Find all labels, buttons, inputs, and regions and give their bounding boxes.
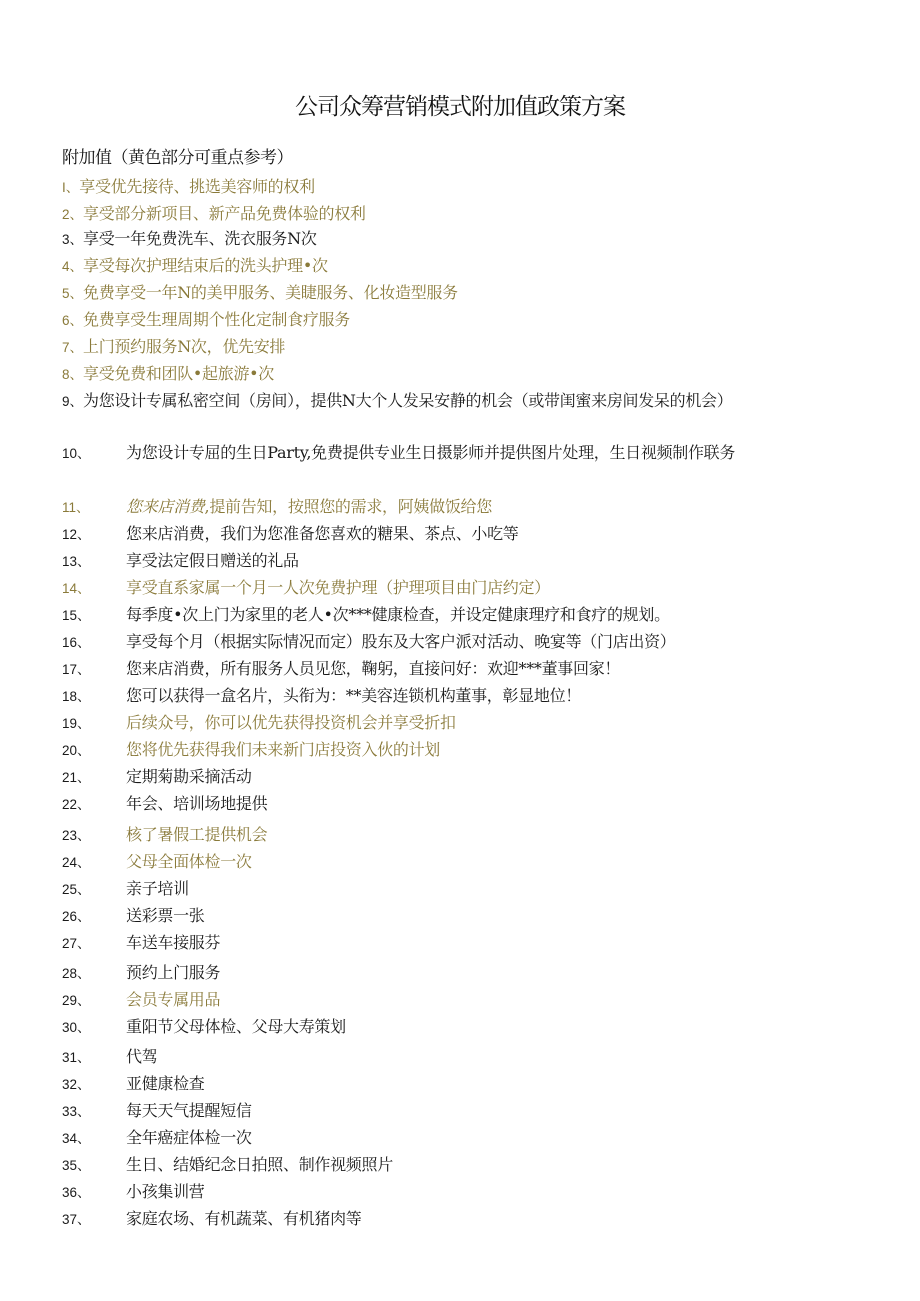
item-text: 核了暑假工提供机会 xyxy=(126,825,268,844)
item-number: 6、 xyxy=(62,313,84,328)
item-number: 26、 xyxy=(62,909,91,924)
list-item xyxy=(62,361,842,388)
item-number: 25、 xyxy=(62,882,91,897)
list-item xyxy=(62,1014,842,1041)
list-item xyxy=(62,1071,842,1098)
list-item xyxy=(62,683,842,710)
item-text: 家庭农场、有机蔬菜、有机猪肉等 xyxy=(126,1209,362,1228)
item-number: 31、 xyxy=(62,1050,91,1065)
list-item xyxy=(62,710,842,737)
list-item xyxy=(62,876,842,903)
page-title: 公司众筹营销模式附加值政策方案 xyxy=(295,94,625,120)
list-item xyxy=(62,822,842,849)
item-text: 亲子培训 xyxy=(126,879,189,898)
list-item xyxy=(62,521,842,548)
item-text: 上门预约服务N次，优先安排 xyxy=(83,337,286,356)
item-number: 2、 xyxy=(62,207,84,222)
item-text: 您来店消费，我们为您准备您喜欢的糖果、茶点、小吃等 xyxy=(126,524,519,543)
list-item xyxy=(62,791,842,818)
item-text: 年会、培训场地提供 xyxy=(126,794,268,813)
list-item xyxy=(62,602,842,629)
list-item xyxy=(62,1206,842,1233)
item-number: 13、 xyxy=(62,554,91,569)
item-number: 7、 xyxy=(62,340,84,355)
item-number: 8、 xyxy=(62,367,84,382)
item-number: 3、 xyxy=(62,232,84,247)
item-text: 为您设计专屈的生日Party,免费提供专业生日摄影师并提供图片处理，生日视频制作联务 xyxy=(126,443,736,462)
item-number: 36、 xyxy=(62,1185,91,1200)
item-text: 车送车接服芬 xyxy=(126,933,221,952)
item-number: 37、 xyxy=(62,1212,91,1227)
item-text: 后续众号，你可以优先获得投资机会并享受折扣 xyxy=(126,713,456,732)
list-item xyxy=(62,388,832,415)
item-number: 18、 xyxy=(62,689,91,704)
list-item xyxy=(62,494,842,521)
item-text: 每季度•次上门为家里的老人•次***健康检查，并设定健康理疗和食疗的规划。 xyxy=(126,605,670,624)
item-text: 每天天气提醒短信 xyxy=(126,1101,252,1120)
list-item xyxy=(62,930,842,957)
item-number: 15、 xyxy=(62,608,91,623)
item-number: 22、 xyxy=(62,797,91,812)
list-item xyxy=(62,253,842,280)
item-text: 享受法定假日赠送的礼品 xyxy=(126,551,299,570)
item-number: 14、 xyxy=(62,581,91,596)
item-text: 会员专属用品 xyxy=(126,990,221,1009)
item-number: 30、 xyxy=(62,1020,91,1035)
item-number: 11、 xyxy=(62,500,90,515)
item-text: 送彩票一张 xyxy=(126,906,205,925)
item-text: 小孩集训营 xyxy=(126,1182,205,1201)
item-number: 5、 xyxy=(62,286,84,301)
item-text: 为您设计专属私密空间（房间），提供N大个人发呆安静的机会（或带闺蜜来房间发呆的机会） xyxy=(83,391,733,410)
item-number: 19、 xyxy=(62,716,91,731)
item-text: 您来店消费，所有服务人员见您，鞠躬，直接问好：欢迎***董事回家！ xyxy=(126,659,621,678)
item-number: 17、 xyxy=(62,662,91,677)
item-text-separator: , xyxy=(204,497,210,516)
item-number: 9、 xyxy=(62,394,84,409)
item-number: 29、 xyxy=(62,993,91,1008)
list-item xyxy=(62,226,842,253)
item-number: 4、 xyxy=(62,259,84,274)
item-text: 定期菊勘采摘活动 xyxy=(126,767,252,786)
item-number: 23、 xyxy=(62,828,91,843)
item-text: 享受直系家属一个月一人次免费护理（护理项目由门店约定） xyxy=(126,578,550,597)
item-number: 12、 xyxy=(62,527,91,542)
item-number: 20、 xyxy=(62,743,91,758)
item-number: 33、 xyxy=(62,1104,91,1119)
item-text: 提前告知，按照您的需求，阿姨做饭给您 xyxy=(209,497,492,516)
item-text: 享受优先接待、挑选美容师的权利 xyxy=(79,177,315,196)
item-text: 代驾 xyxy=(126,1047,158,1066)
item-number: 32、 xyxy=(62,1077,91,1092)
item-text: 享受一年免费洗车、洗衣服务N次 xyxy=(83,229,317,248)
item-text: 亚健康检查 xyxy=(126,1074,205,1093)
item-text: 父母全面体检一次 xyxy=(126,852,252,871)
item-number: I、 xyxy=(62,180,80,195)
list-item xyxy=(62,1179,842,1206)
list-item xyxy=(62,575,842,602)
item-number: 34、 xyxy=(62,1131,91,1146)
item-text: 重阳节父母体检、父母大寿策划 xyxy=(126,1017,346,1036)
item-number: 10、 xyxy=(62,446,91,461)
list-item xyxy=(62,334,842,361)
list-item xyxy=(62,656,842,683)
list-item xyxy=(62,903,842,930)
item-text-italic: 您来店消费 xyxy=(126,497,205,516)
list-item xyxy=(62,548,842,575)
list-item xyxy=(62,1125,842,1152)
list-item xyxy=(62,737,842,764)
item-text: 享受部分新项目、新产品免费体验的权利 xyxy=(83,204,366,223)
list-item xyxy=(62,1044,842,1071)
list-item xyxy=(62,201,842,228)
item-text: 享受免费和团队•起旅游•次 xyxy=(83,364,274,383)
item-number: 35、 xyxy=(62,1158,91,1173)
list-item xyxy=(62,174,842,201)
item-text: 免费享受一年N的美甲服务、美睫服务、化妆造型服务 xyxy=(83,283,458,302)
item-text: 您将优先获得我们未来新门店投资入伙的计划 xyxy=(126,740,441,759)
list-item xyxy=(62,629,842,656)
section-heading: 附加值（黄色部分可重点参考） xyxy=(62,148,293,168)
item-number: 21、 xyxy=(62,770,91,785)
item-text: 生日、结婚纪念日拍照、制作视频照片 xyxy=(126,1155,393,1174)
item-text: 免费享受生理周期个性化定制食疗服务 xyxy=(83,310,350,329)
item-text: 预约上门服务 xyxy=(126,963,221,982)
item-number: 16、 xyxy=(62,635,91,650)
list-item xyxy=(62,280,842,307)
list-item xyxy=(62,307,842,334)
list-item xyxy=(62,960,842,987)
list-item xyxy=(62,987,842,1014)
item-text: 享受每个月（根据实际情况而定）股东及大客户派对活动、晚宴等（门店出资） xyxy=(126,632,676,651)
list-item xyxy=(62,1098,842,1125)
list-item xyxy=(62,764,842,791)
item-text: 您可以获得一盒名片，头衔为：**美容连锁机构董事，彰显地位！ xyxy=(126,686,582,705)
list-item xyxy=(62,439,822,467)
list-item xyxy=(62,1152,842,1179)
list-item xyxy=(62,849,842,876)
item-number: 28、 xyxy=(62,966,91,981)
item-text: 全年癌症体检一次 xyxy=(126,1128,252,1147)
item-number: 24、 xyxy=(62,855,91,870)
item-text: 享受每次护理结束后的洗头护理•次 xyxy=(83,256,328,275)
item-number: 27、 xyxy=(62,936,91,951)
